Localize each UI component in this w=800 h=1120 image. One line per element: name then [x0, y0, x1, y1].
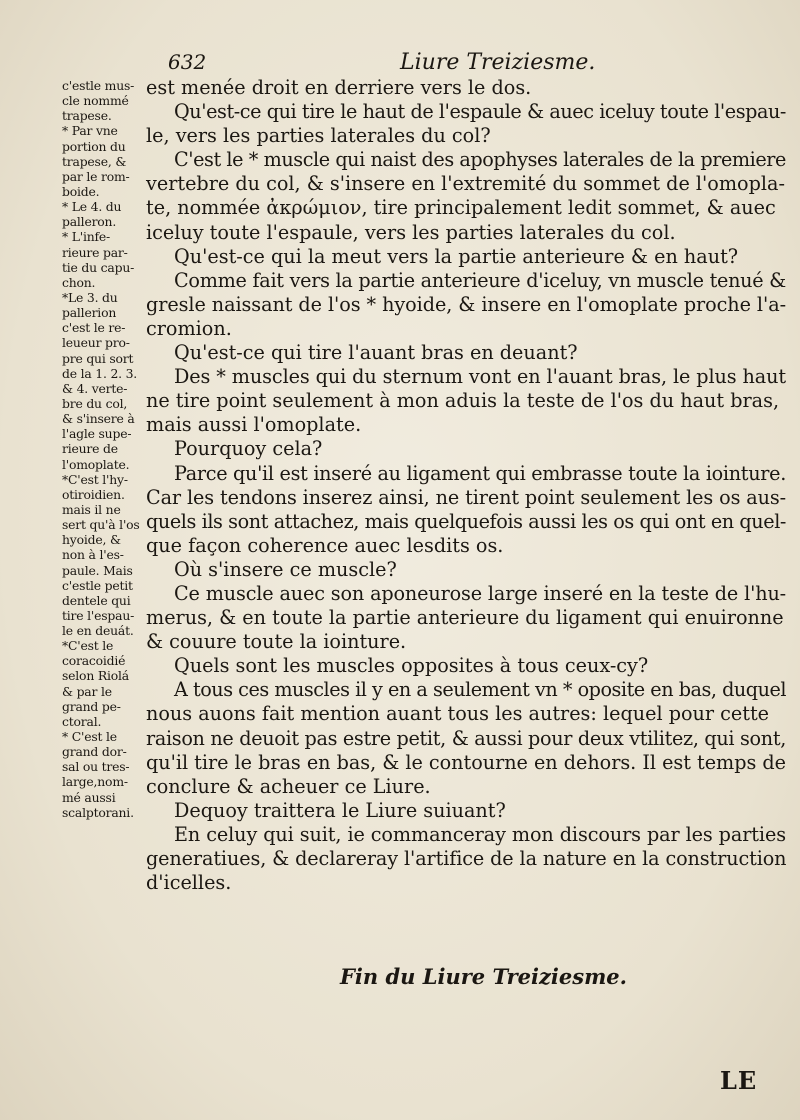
text-line: generatiues, & declareray l'artifice de la nature en la construction [146, 847, 787, 870]
margin-note-line: bre du col, [62, 395, 128, 411]
text-line: iceluy toute l'espaule, vers les parties laterales du col. [146, 220, 676, 244]
text-line: mais aussi l'omoplate. [146, 413, 362, 437]
answer-line: En celuy qui suit, ie commanceray mon discours par les parties [174, 822, 786, 846]
margin-note-line: cle nommé [62, 93, 129, 109]
margin-note-line: grand dor- [62, 744, 127, 760]
margin-note-line: *C'est l'hy- [62, 471, 128, 487]
text-line: quels ils sont attachez, mais quelquefois aussi les os qui ont en quel- [146, 509, 786, 533]
margin-note-line: grand pe- [62, 698, 121, 714]
question-line: Qu'est-ce qui tire le haut de l'espaule & auec iceluy toute l'espau- [174, 100, 786, 124]
question-line: Qu'est-ce qui la meut vers la partie anterieure & en haut? [174, 244, 739, 268]
text-line: le, vers les parties laterales du col? [146, 124, 491, 148]
text-line: qu'il tire le bras en bas, & le contourne en dehors. Il est temps de [146, 750, 786, 774]
text-line: ne tire point seulement à mon aduis la teste de l'os du haut bras, [146, 389, 780, 413]
page-header [168, 50, 596, 78]
margin-note-line: rieure de [62, 441, 118, 457]
text-line: conclure & acheuer ce Liure. [146, 774, 431, 798]
answer-line: C'est le * muscle qui naist des apophyses laterales de la premiere [174, 148, 786, 172]
margin-note-line: coracoidié [62, 653, 126, 669]
margin-note-line: trapese. [62, 108, 112, 124]
margin-note-line: boide. [62, 183, 100, 199]
margin-note-line: l'omoplate. [62, 456, 130, 472]
text-line: cromion. [146, 316, 232, 340]
margin-note-line: * L'infe- [62, 229, 111, 245]
text-line: nous auons fait mention auant tous les autres: lequel pour cette [146, 702, 770, 726]
running-title: Liure Treiziesme. [400, 50, 596, 75]
margin-note-line: c'estle petit [62, 577, 133, 593]
margin-note-line: portion du [62, 138, 126, 154]
catchword: LE [720, 1066, 758, 1095]
margin-note-line: scalptorani. [62, 804, 134, 820]
margin-note-line: mé aussi [62, 789, 116, 805]
answer-line: Comme fait vers la partie anterieure d'iceluy, vn muscle tenué & [174, 268, 786, 292]
margin-note-line: sert qu'à l'os [62, 517, 140, 533]
question-line: Où s'insere ce muscle? [174, 557, 397, 581]
margin-note-line: *C'est le [62, 638, 114, 654]
margin-note-line: le en deuát. [62, 623, 134, 639]
margin-note-line: l'agle supe- [62, 426, 132, 442]
margin-note-line: *Le 3. du [62, 289, 118, 305]
margin-note-line: tire l'espau- [62, 607, 135, 623]
text-line: te, nommée ἀκρώμιον, tire principalement ledit sommet, & auec [146, 196, 776, 220]
margin-note-line: hyoide, & [62, 532, 121, 548]
margin-note-line: dentele qui [62, 592, 131, 608]
margin-note-line: ctoral. [62, 713, 102, 729]
margin-note-line: par le rom- [62, 168, 130, 184]
margin-note-line: & par le [62, 683, 112, 699]
margin-note-line: de la 1. 2. 3. [62, 365, 138, 381]
margin-note-line: & 4. verte- [62, 380, 128, 396]
text-line: vertebre du col, & s'insere en l'extremité du sommet de l'omopla- [146, 172, 785, 196]
answer-line: A tous ces muscles il y en a seulement vn * oposite en bas, duquel [174, 678, 786, 702]
margin-note-line: * C'est le [62, 729, 117, 745]
margin-note-line: pallerion [62, 305, 117, 321]
question-line: Pourquoy cela? [174, 437, 323, 461]
text-line: merus, & en toute la partie anterieure du ligament qui enuironne [146, 606, 784, 630]
text-line: que façon coherence auec lesdits os. [146, 533, 504, 557]
main-text [146, 76, 786, 895]
margin-note-line: * Par vne [62, 123, 118, 139]
margin-note-line: & s'insere à [62, 411, 135, 427]
question-line: Quels sont les muscles opposites à tous ceux-cy? [174, 654, 649, 678]
margin-note-line: leueur pro- [62, 335, 130, 351]
text-line: d'icelles. [146, 871, 232, 895]
margin-note-line: * Le 4. du [62, 199, 122, 215]
text-line: est menée droit en derriere vers le dos. [146, 76, 532, 99]
margin-note-line: pre qui sort [62, 350, 134, 366]
margin-note-line: c'est le re- [62, 320, 126, 336]
margin-note-line: tie du capu- [62, 259, 135, 275]
margin-note-line: selon Riolá [62, 668, 129, 684]
question-line: Qu'est-ce qui tire l'auant bras en deuant? [174, 341, 578, 365]
page-number: 632 [168, 50, 207, 74]
answer-line: Parce qu'il est inseré au ligament qui embrasse toute la iointure. [174, 461, 786, 485]
margin-note-line: sal ou tres- [62, 759, 130, 775]
text-line: gresle naissant de l'os * hyoide, & insere en l'omoplate proche l'a- [146, 292, 786, 316]
book-end-title: Fin du Liure Treiziesme. [340, 964, 627, 989]
question-line: Dequoy traittera le Liure suiuant? [174, 798, 506, 822]
margin-note-line: paule. Mais [62, 562, 133, 578]
margin-notes [62, 78, 150, 820]
text-line: & couure toute la iointure. [146, 630, 407, 654]
margin-note-line: rieure par- [62, 244, 128, 260]
margin-note-line: otiroidien. [62, 486, 125, 502]
text-line: raison ne deuoit pas estre petit, & aussi pour deux vtilitez, qui sont, [146, 726, 786, 750]
margin-note-line: non à l'es- [62, 547, 124, 563]
margin-note-line: mais il ne [62, 501, 121, 517]
margin-note-line: large,nom- [62, 774, 128, 790]
text-line: Car les tendons inserez ainsi, ne tirent point seulement les os aus- [146, 485, 786, 509]
margin-note-line: chon. [62, 274, 96, 290]
answer-line: Ce muscle auec son aponeurose large inseré en la teste de l'hu- [174, 581, 786, 605]
margin-note-line: palleron. [62, 214, 117, 230]
margin-note-line: trapese, & [62, 153, 127, 169]
margin-note-line: c'estle mus- [62, 78, 135, 93]
answer-line: Des * muscles qui du sternum vont en l'auant bras, le plus haut [174, 365, 786, 389]
